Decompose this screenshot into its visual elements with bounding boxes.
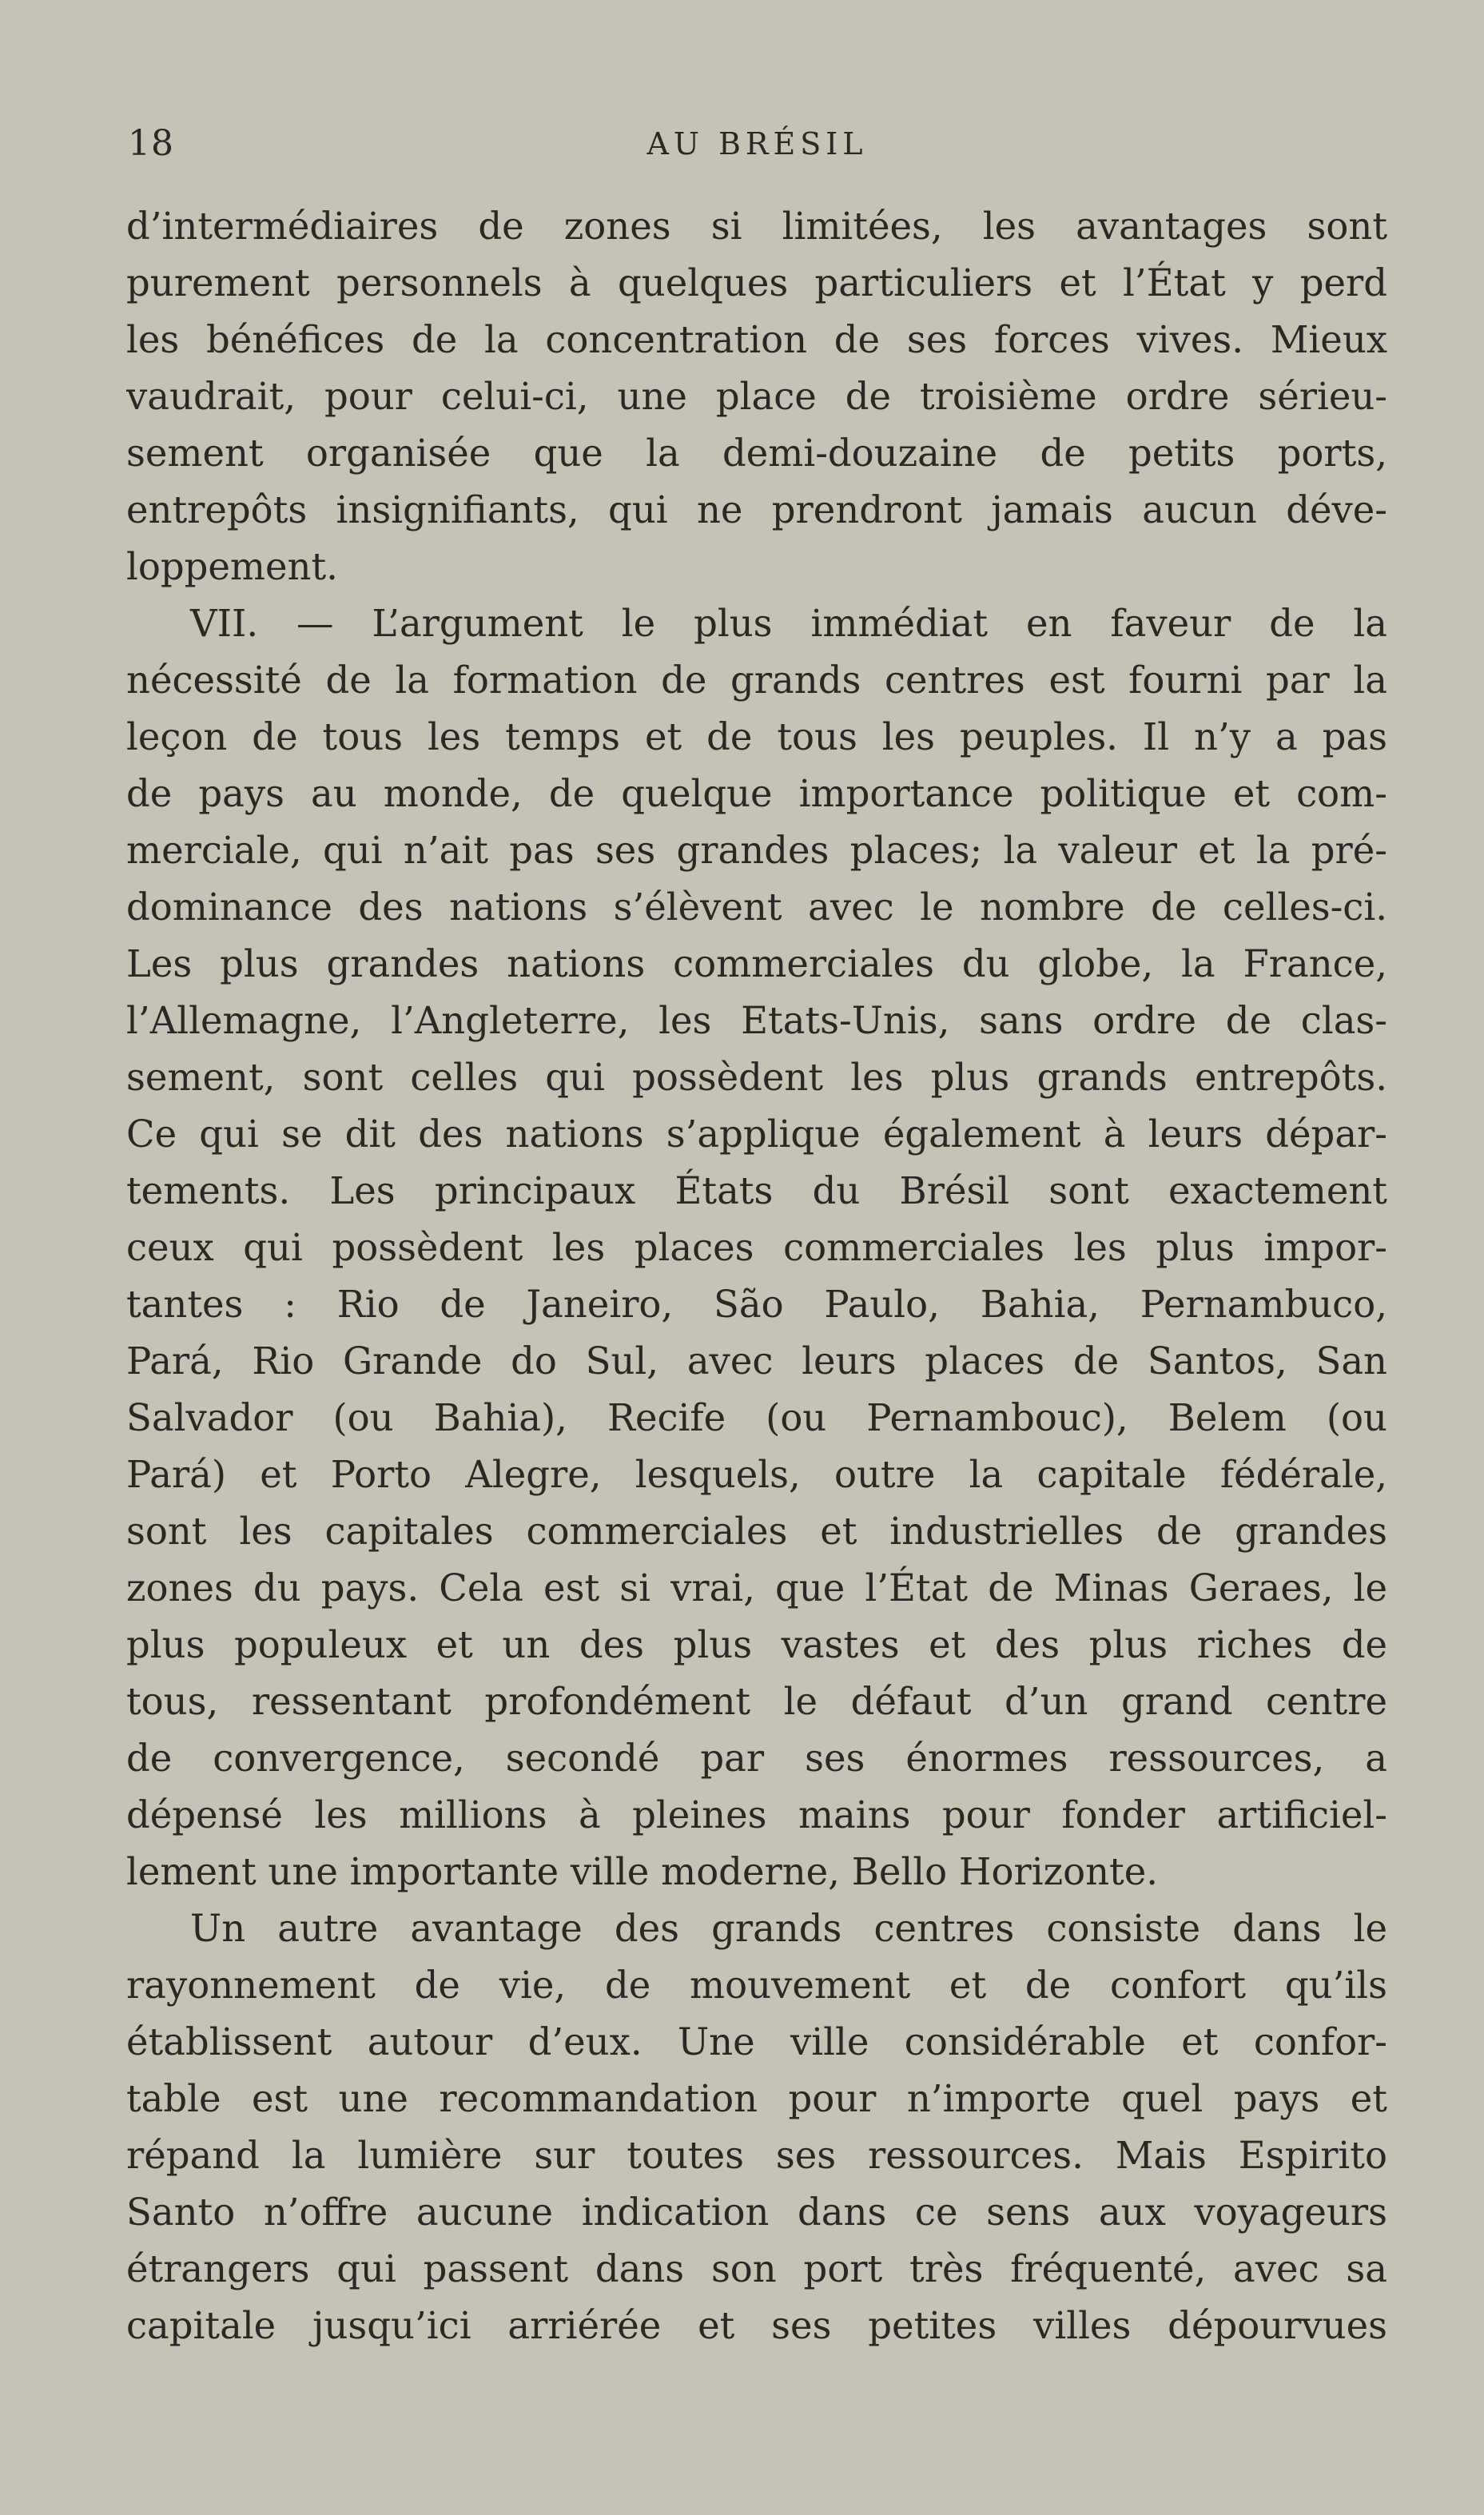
text-line: dominance des nations s’élèvent avec le nombre de celles-ci.: [126, 885, 1387, 929]
text-line: entrepôts insignifiants, qui ne prendront jamais aucun déve-: [126, 488, 1387, 531]
text-line: lement une importante ville moderne, Bello Horizonte.: [126, 1850, 1159, 1893]
text-line: VII. — L’argument le plus immédiat en faveur de la: [190, 602, 1387, 645]
text-line: purement personnels à quelques particuliers et l’État y perd: [126, 261, 1387, 304]
text-line: Un autre avantage des grands centres consiste dans le: [190, 1907, 1387, 1950]
text-line: établissent autour d’eux. Une ville considérable et confor-: [126, 2020, 1387, 2063]
text-line: sement organisée que la demi-douzaine de petits ports,: [126, 432, 1387, 475]
page-number: 18: [128, 123, 174, 164]
text-line: vaudrait, pour celui-ci, une place de troisième ordre sérieu-: [126, 375, 1387, 418]
text-line: zones du pays. Cela est si vrai, que l’État de Minas Geraes, le: [126, 1566, 1387, 1610]
text-line: tous, ressentant profondément le défaut d’un grand centre: [126, 1680, 1387, 1723]
text-line: merciale, qui n’ait pas ses grandes places; la valeur et la pré-: [126, 829, 1387, 872]
text-line: Ce qui se dit des nations s’applique également à leurs dépar-: [126, 1112, 1387, 1156]
text-line: Pará, Rio Grande do Sul, avec leurs places de Santos, San: [126, 1339, 1387, 1383]
text-line: plus populeux et un des plus vastes et des plus riches de: [126, 1623, 1387, 1666]
text-line: capitale jusqu’ici arriérée et ses petites villes dépourvues: [126, 2304, 1387, 2347]
text-line: loppement.: [126, 545, 338, 588]
text-line: sement, sont celles qui possèdent les plus grands entrepôts.: [126, 1056, 1387, 1099]
text-line: leçon de tous les temps et de tous les peuples. Il n’y a pas: [126, 715, 1387, 758]
text-line: ceux qui possèdent les places commerciales les plus impor-: [126, 1226, 1387, 1269]
text-line: répand la lumière sur toutes ses ressources. Mais Espirito: [126, 2134, 1387, 2177]
text-line: l’Allemagne, l’Angleterre, les Etats-Unis, sans ordre de clas-: [126, 999, 1387, 1042]
text-line: tantes : Rio de Janeiro, São Paulo, Bahia, Pernambuco,: [126, 1283, 1387, 1326]
text-line: tements. Les principaux États du Brésil sont exactement: [126, 1169, 1387, 1212]
text-line: étrangers qui passent dans son port très fréquenté, avec sa: [126, 2247, 1387, 2290]
text-line: de pays au monde, de quelque importance politique et com-: [126, 772, 1387, 815]
running-title: AU BRÉSIL: [647, 126, 868, 161]
text-line: dépensé les millions à pleines mains pour fonder artificiel-: [126, 1793, 1387, 1837]
text-line: nécessité de la formation de grands centres est fourni par la: [126, 659, 1387, 702]
text-line: les bénéfices de la concentration de ses forces vives. Mieux: [126, 318, 1387, 361]
body-text: [126, 198, 1387, 2354]
text-line: d’intermédiaires de zones si limitées, les avantages sont: [126, 205, 1387, 248]
text-line: table est une recommandation pour n’importe quel pays et: [126, 2077, 1387, 2120]
page-header: [128, 118, 1387, 169]
text-line: Pará) et Porto Alegre, lesquels, outre la capitale fédérale,: [126, 1453, 1387, 1496]
text-line: Les plus grandes nations commerciales du globe, la France,: [126, 942, 1387, 985]
text-line: sont les capitales commerciales et industrielles de grandes: [126, 1510, 1387, 1553]
text-line: Salvador (ou Bahia), Recife (ou Pernambouc), Belem (ou: [126, 1396, 1387, 1439]
text-line: rayonnement de vie, de mouvement et de confort qu’ils: [126, 1964, 1387, 2007]
text-line: de convergence, secondé par ses énormes ressources, a: [126, 1737, 1387, 1780]
text-line: Santo n’offre aucune indication dans ce sens aux voyageurs: [126, 2191, 1387, 2234]
